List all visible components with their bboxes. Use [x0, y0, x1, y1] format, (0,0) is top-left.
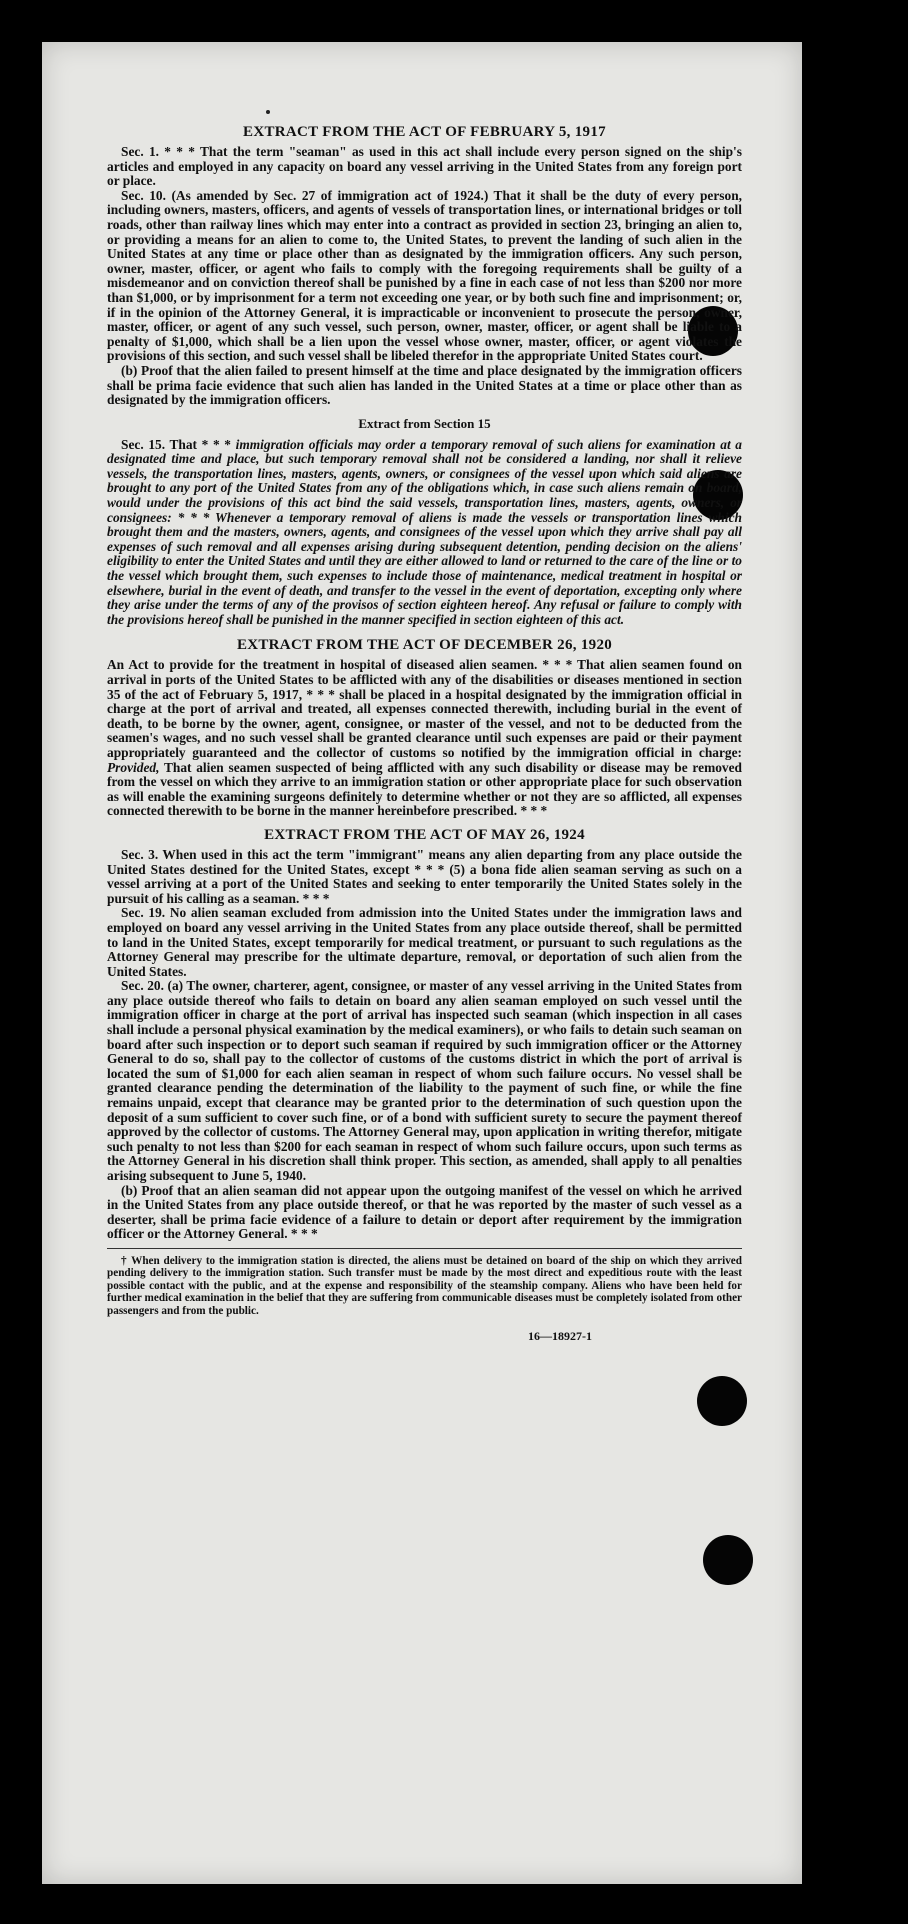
form-number: 16—18927-1 [528, 1329, 592, 1343]
paragraph-sec-15 [107, 438, 742, 628]
paragraph-sec-19: Sec. 19. No alien seaman excluded from admission into the United States under the immigration laws and employed on board any vessel arriving in the United States from any place outside thereof, shall be permitted to land in the United States, except temporarily for medical treatment, or pursuant to such regulations as the Attorney General may prescribe for the ultimate departure, removal, or deportation of such alien from the United States. [107, 905, 742, 979]
paragraph-sec-1: Sec. 1. * * * That the term "seaman" as used in this act shall include every person signed on the ship's articles and employed in any capacity on board any vessel arriving in the United States from any foreign port or place. [107, 144, 742, 189]
punch-hole-3 [697, 1376, 747, 1426]
section-title-dec-1920: EXTRACT FROM THE ACT OF DECEMBER 26, 1920 [236, 637, 613, 654]
document-body [107, 124, 742, 1344]
may-1924-text [107, 848, 742, 1242]
footnote-text: † When delivery to the immigration station is directed, the aliens must be detained on board of the ship on which they arrived pending delivery to the immigration station. Such transfer must be made by the most direct and expeditious route with the least possible contact with the public, and at the expense and responsibility of the steamship company. Aliens who have been held for further medical examination in the belief that they are suffering from communicable diseases must be completely isolated from other passengers and from the public. [107, 1254, 742, 1317]
dec-1920-part-b: That alien seamen suspected of being afflicted with any such disability or disease may be removed from the vessel on which they arrive to an immigration station or other appropriate place for such observation as will enable the examining surgeons definitely to determine whether or not they are so afflicted, all expenses connected therewith to be borne in the manner hereinbefore prescribed. * * * [107, 759, 742, 819]
paragraph-sec-10-b: (b) Proof that the alien failed to present himself at the time and place designated by the immigration officers shall be prima facie evidence that such alien has landed in the United States at a time or place other than as designated by the immigration officers. [107, 362, 742, 408]
sec-15-lead: Sec. 15. That * * * [121, 436, 231, 452]
paragraph-sec-20-a: Sec. 20. (a) The owner, charterer, agent, consignee, or master of any vessel arriving in the United States from any place outside thereof who fails to detain on board any alien seaman employed on such vessel until the immigration officer in charge at the port of arrival has inspected such seaman (which inspection in all cases shall include a personal physical examination by the medical examiners), or who fails to detain such seaman on board after such inspection or to deport such seaman if required by such immigration officer or the Attorney General to do so, shall pay to the collector of customs of the customs district in which the port of arrival is located the sum of $1,000 for each alien seaman in respect of whom such failure occurs. No vessel shall be granted clearance pending the determination of the liability to the payment of such fine, or while the fine remains unpaid, except that clearance may be granted prior to the determination of such question upon the deposit of a sum sufficient to cover such fine, or of a bond with sufficient surety to secure the payment thereof approved by the collector of customs. The Attorney General may, upon application in writing therefor, mitigate such penalty to not less than $200 for each seaman in respect of whom such failure occurs, upon such terms as the Attorney General in his discretion shall think proper. This section, as amended, shall apply to all penalties arising subsequent to June 5, 1940. [107, 978, 742, 1183]
speck [266, 110, 270, 114]
paragraph-sec-3: Sec. 3. When used in this act the term "immigrant" means any alien departing from any place outside the United States destined for the United States, except * * * (5) a bona fide alien seaman serving as such on a vessel arriving at a port of the United States and seeking to enter temporarily the United States solely in the pursuit of his calling as a seaman. * * * [107, 846, 742, 906]
section-title-sec-15: Extract from Section 15 [358, 415, 491, 431]
feb-1917-text [107, 145, 742, 408]
paragraph-sec-20-b: (b) Proof that an alien seaman did not appear upon the outgoing manifest of the vessel on which he arrived in the United States from any place outside thereof, or that he was reported by the master of such vessel as a deserter, shall be prima facie evidence of a failure to detain or deport after requirement by the immigration officer or the Attorney General. * * * [107, 1182, 742, 1242]
sec-15-italic-text: immigration officials may order a temporary removal of such aliens for examination at a designated time and place, but such temporary removal shall not be considered a landing, nor shall it relieve vessels, the transportation lines, masters, agents, owners, or consignees of the vessel upon which said aliens are brought to any port of the United States from any of the obligations which, in case such aliens remain on board, would under the provisions of this act bind the said vessels, transportation lines, masters, agents, owners, or consignees: * * * Whenever a temporary removal of aliens is made the vessels or transportation lines which brought them and the masters, owners, agents, and consignees of the vessel upon which they arrive shall pay all expenses of such removal and all expenses arising during subsequent detention, pending decision on the aliens' eligibility to enter the United States and until they are either allowed to land or returned to the care of the line or to the vessel which brought them, such expenses to include those of maintenance, medical treatment in hospital or elsewhere, burial in the event of death, and transfer to the vessel in the event of deportation, excepting only where they arise under the terms of any of the provisos of section eighteen hereof. Any refusal or failure to comply with the provisions hereof shall be punished in the manner specified in section eighteen of this act. [107, 436, 742, 627]
punch-hole-4 [703, 1535, 753, 1585]
section-title-feb-1917: EXTRACT FROM THE ACT OF FEBRUARY 5, 1917 [243, 124, 606, 140]
dec-1920-provided: Provided, [107, 759, 160, 775]
sec-15-text [107, 438, 742, 628]
footnote [107, 1255, 742, 1317]
paragraph-sec-10: Sec. 10. (As amended by Sec. 27 of immigration act of 1924.) That it shall be the duty of every person, including owners, masters, officers, and agents of vessels of transportation lines, or international bridges or toll roads, other than railway lines which may enter into a contract as provided in section 23, bringing an alien to, or providing a means for an alien to come to, the United States, to prevent the landing of such alien in the United States at any time or place other than as designated by the immigration officers. Any such person, owner, master, officer, or agent who fails to comply with the foregoing requirements shall be guilty of a misdemeanor and on conviction thereof shall be punished by a fine in each case of not less than $200 nor more than $1,000, or by imprisonment for a term not exceeding one year, or by both such fine and imprisonment; or, if in the opinion of the Attorney General, it is impracticable or inconvenient to prosecute the person, owner, master, officer, or agent of any such vessel, such person, owner, master, officer, or agent shall be liable to a penalty of $1,000, which shall be a lien upon the vessel whose owner, master, officer, or agent violates the provisions of this section, and such vessel shall be libeled therefor in the appropriate United States court. [107, 187, 742, 364]
dec-1920-part-a: An Act to provide for the treatment in hospital of diseased alien seamen. * * * That alien seamen found on arrival in ports of the United States to be afflicted with any of the disabilities or diseases mentioned in section 35 of the act of February 5, 1917, * * * shall be placed in a hospital designated by the immigration official in charge at the port of arrival and treated, all expenses connected therewith, including burial in the event of death, to be borne by the owner, agent, consignee, or master of the vessel, and not to be deducted from the seamen's wages, and no such vessel shall be granted clearance until such expenses are paid or their payment appropriately guaranteed and the collector of customs so notified by the immigration official in charge: [107, 657, 742, 760]
section-title-may-1924: EXTRACT FROM THE ACT OF MAY 26, 1924 [264, 826, 585, 843]
paragraph-dec-1920 [107, 658, 742, 819]
dec-1920-text [107, 658, 742, 819]
footnote-divider [107, 1248, 742, 1249]
